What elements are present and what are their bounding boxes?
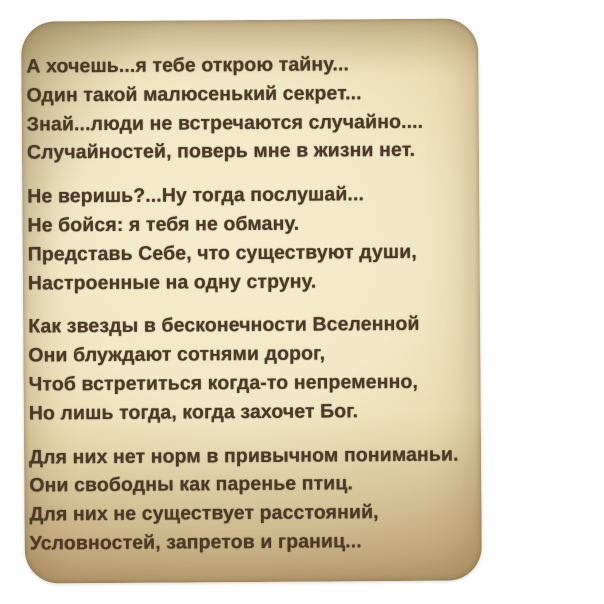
poem-line: Не бойся: я тебя не обману. [27,212,300,237]
poem-stanza-2 [27,180,476,298]
poem-line: Не веришь?...Ну тогда послушай... [27,183,365,208]
poem-line: Для них нет норм в привычном пониманьи. [29,443,459,469]
poem-line: Знай...люди не встречаются случайно.... [26,110,424,136]
poem-line: Один такой малюсенький секрет... [26,82,362,107]
poem-line: Чтоб встретиться когда-то непременно, [28,370,419,396]
poem-line: Они свободны как паренье птиц. [29,472,354,497]
poem-card [21,18,482,583]
poem-line: Случайностей, поверь мне в жизни нет. [26,139,416,164]
poem-line: Для них не существует расстояний, [29,501,379,526]
poem-stanza-1 [26,49,475,167]
poem-line: Как звезды в бесконечности Вселенной [28,313,420,338]
poem-line: Представь Себе, что существуют души, [27,240,417,266]
poem-line: Но лишь тогда, когда захочет Бог. [28,400,359,425]
poem-line: Они блуждают сотнями дорог, [28,342,326,367]
poem-text [21,18,482,558]
poem-line: Настроенные на одну струну. [27,270,317,295]
poem-line: А хочешь...я тебе открою тайну... [26,53,350,78]
poem-line: Условностей, запретов и границ... [29,530,362,555]
poem-stanza-3 [28,310,477,428]
poem-stanza-4 [29,440,478,558]
